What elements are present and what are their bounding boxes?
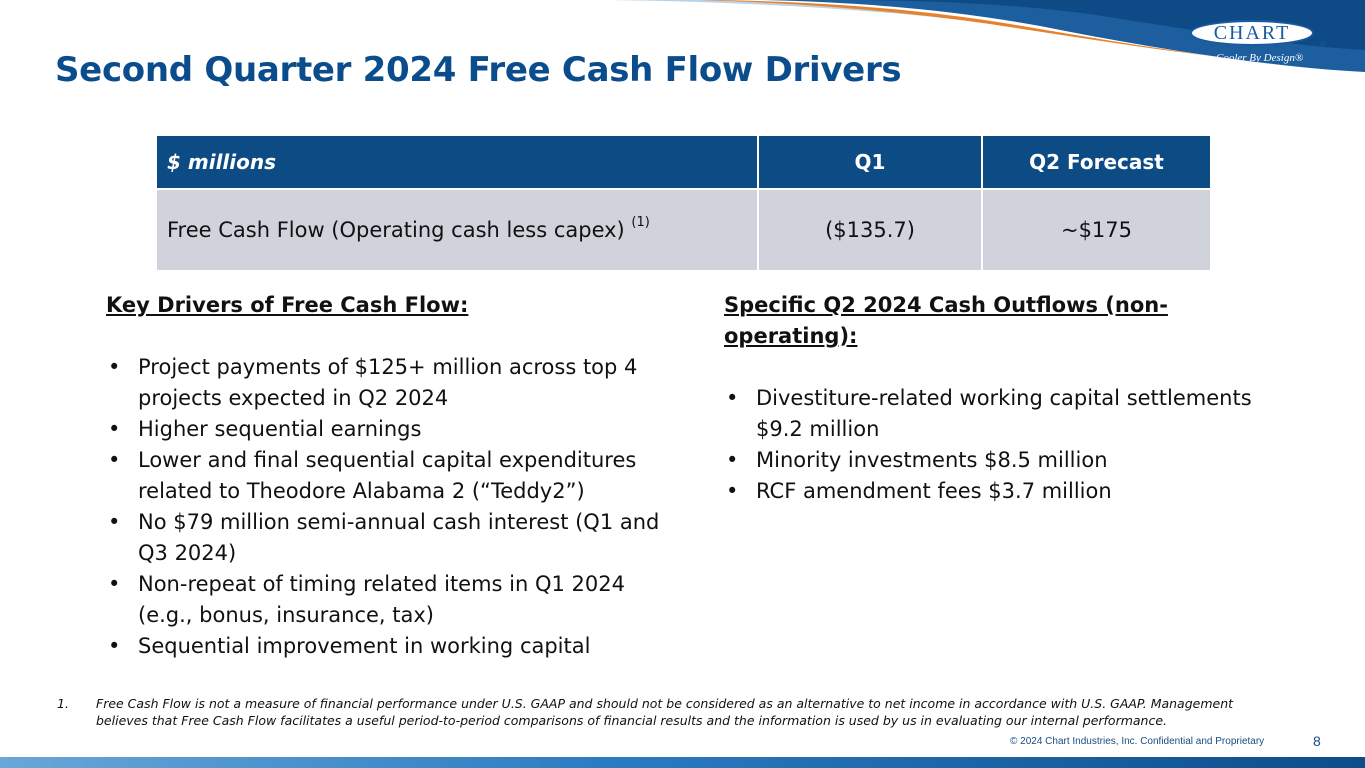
free-cash-flow-table — [155, 134, 1212, 272]
logo-tagline: Cooler By Design® — [1216, 52, 1304, 64]
footnote-ref: (1) — [631, 215, 650, 230]
list-item: • Divestiture-related working capital settlements $9.2 million — [724, 383, 1264, 445]
table-header-q1: Q1 — [758, 135, 982, 189]
list-item: • RCF amendment fees $3.7 million — [724, 476, 1264, 507]
table-cell-label — [156, 189, 758, 271]
list-item: • Higher sequential earnings — [106, 414, 666, 445]
list-item: • Sequential improvement in working capital — [106, 631, 666, 662]
table-row — [156, 189, 1211, 271]
chart-logo — [1186, 18, 1328, 70]
logo-registered-mark: ® — [1320, 40, 1326, 49]
page-title: Second Quarter 2024 Free Cash Flow Drivers — [55, 50, 902, 90]
footer-bar — [0, 757, 1365, 768]
list-item: • Lower and final sequential capital expenditures related to Theodore Alabama 2 (“Teddy2”) — [106, 445, 666, 507]
table-cell-q2-forecast: ~$175 — [982, 189, 1211, 271]
table-header-units: $ millions — [156, 135, 758, 189]
key-drivers-list — [106, 352, 666, 662]
list-item: • No $79 million semi-annual cash interest (Q1 and Q3 2024) — [106, 507, 666, 569]
cash-outflows-list — [724, 383, 1264, 507]
footnote-number: 1. — [57, 696, 69, 711]
page-number: 8 — [1313, 733, 1321, 749]
key-drivers-section — [106, 290, 666, 662]
footnote-text: Free Cash Flow is not a measure of financial performance under U.S. GAAP and should not be considered as an alternative to net income in accordance with U.S. GAAP. Management believes that Free Cash Flow facilitates a useful period-to-period comparisons of financial results and the information is used by us in evaluating our internal performance. — [96, 696, 1234, 728]
list-item: • Project payments of $125+ million across top 4 projects expected in Q2 2024 — [106, 352, 666, 414]
cash-outflows-heading: Specific Q2 2024 Cash Outflows (non-operating): — [724, 293, 1168, 348]
table-header-q2-forecast: Q2 Forecast — [982, 135, 1211, 189]
row-label-text: Free Cash Flow (Operating cash less capex) — [167, 218, 625, 242]
logo-wordmark: CHART — [1190, 20, 1314, 46]
list-item: • Non-repeat of timing related items in Q1 2024 (e.g., bonus, insurance, tax) — [106, 569, 666, 631]
table-header-row — [156, 135, 1211, 189]
table-cell-q1: ($135.7) — [758, 189, 982, 271]
key-drivers-heading: Key Drivers of Free Cash Flow: — [106, 293, 469, 317]
copyright-notice: © 2024 Chart Industries, Inc. Confidential and Proprietary — [1010, 736, 1265, 747]
list-item: • Minority investments $8.5 million — [724, 445, 1264, 476]
cash-outflows-section — [724, 290, 1264, 507]
